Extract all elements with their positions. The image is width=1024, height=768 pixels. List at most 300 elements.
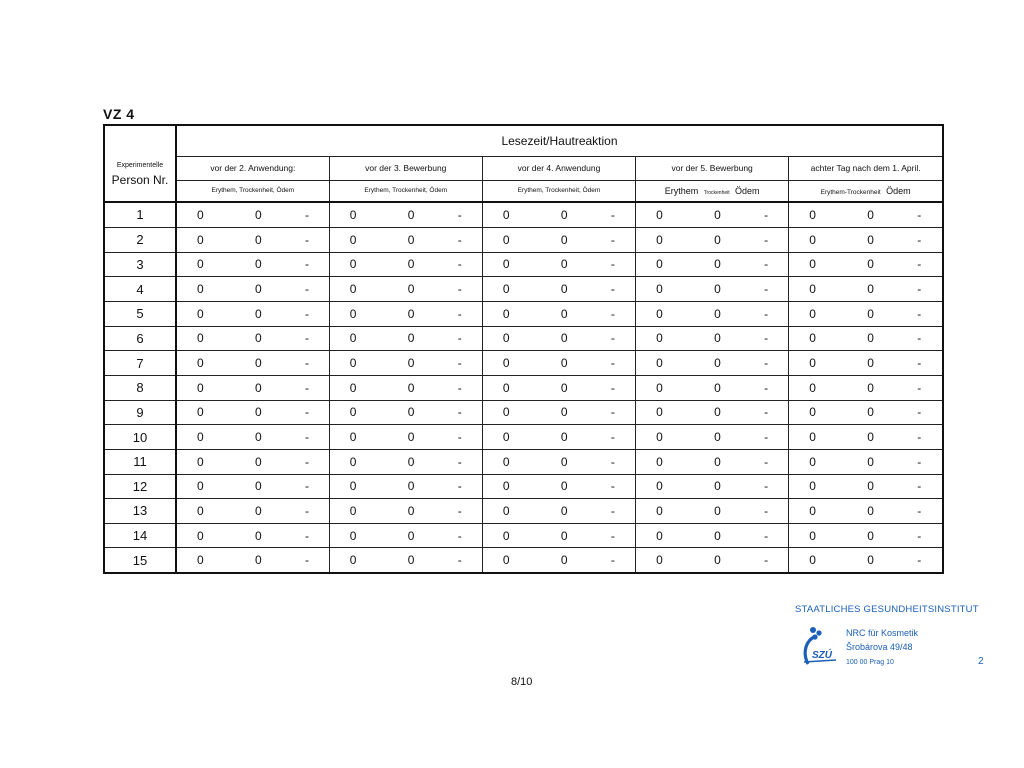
reaction-cell: [176, 277, 329, 302]
odem-value: -: [917, 207, 922, 222]
reaction-cell: [636, 499, 789, 524]
odem-value: -: [917, 331, 922, 346]
odem-value: -: [305, 430, 309, 445]
erythem-value: 0: [809, 380, 816, 395]
corner-number: 2: [978, 656, 984, 667]
erythem-value: 0: [197, 232, 204, 247]
erythem-value: 0: [502, 380, 510, 395]
trockenheit-value: 0: [867, 331, 874, 346]
sub-header-3: Erythem, Trockenheit, Ödem: [482, 180, 635, 202]
erythem-value: 0: [656, 356, 663, 371]
odem-value: -: [917, 503, 922, 518]
logo-text: SZÚ: [812, 650, 832, 661]
erythem-value: 0: [197, 207, 204, 222]
period-header-2: vor der 3. Bewerbung: [329, 156, 482, 180]
odem-value: -: [917, 405, 922, 420]
trockenheit-value: 0: [714, 232, 721, 247]
odem-value: -: [305, 282, 309, 297]
odem-value: -: [457, 528, 462, 543]
trockenheit-value: 0: [255, 380, 262, 395]
odem-value: -: [457, 503, 462, 518]
reaction-cell: [482, 326, 635, 351]
trockenheit-value: 0: [255, 257, 262, 272]
erythem-value: 0: [349, 331, 357, 346]
erythem-value: 0: [197, 553, 204, 568]
reaction-table: [103, 124, 944, 574]
odem-value: -: [764, 405, 769, 420]
odem-value: -: [457, 430, 462, 445]
reaction-cell: [636, 277, 789, 302]
odem-value: -: [764, 479, 769, 494]
erythem-value: 0: [502, 528, 510, 543]
person-number: 12: [105, 474, 176, 499]
reaction-cell: [789, 326, 942, 351]
erythem-value: 0: [809, 207, 816, 222]
odem-value: -: [457, 553, 462, 568]
trockenheit-value: 0: [560, 479, 568, 494]
reaction-grid: [105, 126, 942, 572]
person-number: 7: [105, 351, 176, 376]
reaction-cell: [636, 375, 789, 400]
trockenheit-value: 0: [867, 503, 874, 518]
trockenheit-value: 0: [714, 306, 721, 321]
person-number: 10: [105, 425, 176, 450]
erythem-value: 0: [656, 232, 663, 247]
trockenheit-value: 0: [560, 306, 568, 321]
trockenheit-value: 0: [255, 479, 262, 494]
erythem-value: 0: [656, 503, 663, 518]
odem-value: -: [610, 380, 615, 395]
odem-value: -: [305, 306, 309, 321]
reaction-cell: [636, 425, 789, 450]
odem-value: -: [917, 528, 922, 543]
table-row: [105, 227, 942, 252]
odem-value: -: [305, 479, 309, 494]
trockenheit-value: 0: [867, 306, 874, 321]
reaction-cell: [482, 277, 635, 302]
page-number: 8/10: [511, 676, 533, 688]
trockenheit-value: 0: [867, 479, 874, 494]
trockenheit-value: 0: [560, 331, 568, 346]
person-number: 4: [105, 277, 176, 302]
reaction-cell: [329, 523, 482, 548]
odem-value: -: [457, 207, 462, 222]
erythem-value: 0: [349, 207, 357, 222]
odem-value: -: [764, 528, 769, 543]
trockenheit-value: 0: [714, 207, 721, 222]
reaction-cell: [482, 202, 635, 227]
odem-value: -: [764, 306, 769, 321]
odem-value: -: [764, 282, 769, 297]
trockenheit-value: 0: [560, 356, 568, 371]
reaction-cell: [789, 400, 942, 425]
trockenheit-value: 0: [714, 356, 721, 371]
trockenheit-value: 0: [407, 232, 415, 247]
trockenheit-value: 0: [560, 380, 568, 395]
reaction-cell: [789, 277, 942, 302]
sub-5-left: Erythem-Trockenheit: [820, 188, 881, 196]
odem-value: -: [610, 331, 615, 346]
reaction-cell: [636, 400, 789, 425]
reaction-cell: [482, 252, 635, 277]
erythem-value: 0: [502, 207, 510, 222]
odem-value: -: [610, 257, 615, 272]
reaction-cell: [329, 499, 482, 524]
table-row: [105, 301, 942, 326]
trockenheit-value: 0: [560, 405, 568, 420]
trockenheit-value: 0: [560, 528, 568, 543]
erythem-value: 0: [197, 479, 204, 494]
erythem-value: 0: [656, 479, 663, 494]
trockenheit-value: 0: [407, 479, 415, 494]
odem-value: -: [610, 503, 615, 518]
reaction-cell: [329, 227, 482, 252]
trockenheit-value: 0: [255, 306, 262, 321]
trockenheit-value: 0: [560, 257, 568, 272]
odem-value: -: [610, 479, 615, 494]
sub-header-5: [789, 180, 942, 202]
reaction-cell: [482, 301, 635, 326]
odem-value: -: [305, 207, 309, 222]
person-number: 3: [105, 252, 176, 277]
odem-value: -: [764, 257, 769, 272]
odem-value: -: [764, 430, 769, 445]
trockenheit-value: 0: [714, 454, 721, 469]
reaction-cell: [482, 449, 635, 474]
erythem-value: 0: [656, 207, 663, 222]
trockenheit-value: 0: [407, 207, 415, 222]
erythem-value: 0: [197, 405, 204, 420]
period-header-4: vor der 5. Bewerbung: [636, 156, 789, 180]
form-code: VZ 4: [103, 106, 135, 122]
trockenheit-value: 0: [714, 331, 721, 346]
reaction-cell: [482, 400, 635, 425]
odem-value: -: [457, 257, 462, 272]
odem-value: -: [457, 405, 462, 420]
trockenheit-value: 0: [867, 207, 874, 222]
trockenheit-value: 0: [255, 528, 262, 543]
odem-value: -: [917, 257, 922, 272]
reaction-cell: [176, 301, 329, 326]
odem-value: -: [457, 479, 462, 494]
erythem-value: 0: [197, 454, 204, 469]
odem-value: -: [305, 405, 309, 420]
odem-value: -: [305, 528, 309, 543]
table-body: [105, 202, 942, 572]
reaction-cell: [176, 400, 329, 425]
odem-value: -: [457, 356, 462, 371]
erythem-value: 0: [349, 503, 357, 518]
reaction-cell: [636, 474, 789, 499]
reaction-cell: [482, 351, 635, 376]
reaction-cell: [482, 523, 635, 548]
trockenheit-value: 0: [714, 503, 721, 518]
trockenheit-value: 0: [407, 306, 415, 321]
erythem-value: 0: [656, 430, 663, 445]
trockenheit-value: 0: [867, 356, 874, 371]
table-row: [105, 499, 942, 524]
trockenheit-value: 0: [407, 430, 415, 445]
odem-value: -: [610, 282, 615, 297]
odem-value: -: [305, 380, 309, 395]
sub-header-2: Erythem, Trockenheit, Ödem: [329, 180, 482, 202]
odem-value: -: [457, 331, 462, 346]
table-row: [105, 277, 942, 302]
odem-value: -: [610, 430, 615, 445]
reaction-cell: [482, 425, 635, 450]
erythem-value: 0: [656, 380, 663, 395]
odem-value: -: [764, 503, 769, 518]
sub-4-trockenheit: Trockenheit: [703, 189, 730, 196]
table-row: [105, 375, 942, 400]
reaction-cell: [329, 326, 482, 351]
sub-5-odem: Ödem: [886, 185, 911, 196]
odem-value: -: [305, 503, 309, 518]
odem-value: -: [610, 454, 615, 469]
trockenheit-value: 0: [407, 356, 415, 371]
erythem-value: 0: [349, 479, 357, 494]
odem-value: -: [917, 479, 922, 494]
reaction-cell: [636, 449, 789, 474]
odem-value: -: [610, 356, 615, 371]
reaction-cell: [789, 375, 942, 400]
erythem-value: 0: [809, 306, 816, 321]
odem-value: -: [457, 282, 462, 297]
reaction-cell: [329, 449, 482, 474]
reaction-cell: [329, 425, 482, 450]
person-number: 5: [105, 301, 176, 326]
erythem-value: 0: [349, 454, 357, 469]
odem-value: -: [764, 356, 769, 371]
reaction-cell: [789, 252, 942, 277]
trockenheit-value: 0: [407, 553, 415, 568]
erythem-value: 0: [197, 306, 204, 321]
reaction-cell: [789, 351, 942, 376]
odem-value: -: [305, 356, 309, 371]
table-row: [105, 351, 942, 376]
reaction-cell: [789, 301, 942, 326]
reaction-cell: [176, 425, 329, 450]
reaction-cell: [636, 351, 789, 376]
person-number: 2: [105, 227, 176, 252]
odem-value: -: [764, 207, 769, 222]
erythem-value: 0: [502, 331, 510, 346]
trockenheit-value: 0: [255, 232, 262, 247]
erythem-value: 0: [197, 356, 204, 371]
sub-header-4: [636, 180, 789, 202]
trockenheit-value: 0: [867, 380, 874, 395]
trockenheit-value: 0: [560, 232, 568, 247]
person-number: 15: [105, 548, 176, 572]
odem-value: -: [917, 430, 922, 445]
period-header-5: achter Tag nach dem 1. April.: [789, 156, 942, 180]
trockenheit-value: 0: [714, 282, 721, 297]
stamp-line-2: Šrobárova 49/48: [846, 642, 913, 652]
reaction-cell: [636, 202, 789, 227]
trockenheit-value: 0: [255, 454, 262, 469]
erythem-value: 0: [656, 331, 663, 346]
trockenheit-value: 0: [714, 479, 721, 494]
period-header-3: vor der 4. Anwendung: [482, 156, 635, 180]
reaction-cell: [176, 227, 329, 252]
erythem-value: 0: [349, 257, 357, 272]
institute-name: STAATLICHES GESUNDHEITSINSTITUT: [795, 604, 979, 615]
erythem-value: 0: [197, 282, 204, 297]
odem-value: -: [917, 306, 922, 321]
trockenheit-value: 0: [560, 503, 568, 518]
stamp-line-1: NRC für Kosmetik: [846, 628, 919, 638]
erythem-value: 0: [502, 430, 510, 445]
reaction-cell: [636, 252, 789, 277]
erythem-value: 0: [656, 454, 663, 469]
reaction-cell: [636, 548, 789, 572]
trockenheit-value: 0: [560, 282, 568, 297]
erythem-value: 0: [349, 405, 357, 420]
person-number: 6: [105, 326, 176, 351]
reaction-cell: [329, 400, 482, 425]
table-row: [105, 252, 942, 277]
erythem-value: 0: [197, 503, 204, 518]
erythem-value: 0: [502, 454, 510, 469]
odem-value: -: [610, 553, 615, 568]
trockenheit-value: 0: [714, 553, 721, 568]
reaction-cell: [789, 449, 942, 474]
erythem-value: 0: [197, 331, 204, 346]
reaction-cell: [789, 548, 942, 572]
trockenheit-value: 0: [407, 380, 415, 395]
erythem-value: 0: [809, 430, 816, 445]
erythem-value: 0: [197, 528, 204, 543]
reaction-cell: [482, 227, 635, 252]
trockenheit-value: 0: [407, 257, 415, 272]
odem-value: -: [610, 306, 615, 321]
reaction-cell: [329, 202, 482, 227]
table-row: [105, 523, 942, 548]
person-column-header: [105, 126, 176, 202]
trockenheit-value: 0: [560, 553, 568, 568]
odem-value: -: [917, 454, 922, 469]
erythem-value: 0: [349, 528, 357, 543]
erythem-value: 0: [656, 257, 663, 272]
erythem-value: 0: [809, 503, 816, 518]
erythem-value: 0: [502, 553, 510, 568]
person-number: 13: [105, 499, 176, 524]
reaction-cell: [176, 523, 329, 548]
odem-value: -: [764, 380, 769, 395]
odem-value: -: [305, 331, 309, 346]
trockenheit-value: 0: [867, 454, 874, 469]
trockenheit-value: 0: [867, 430, 874, 445]
person-number: 1: [105, 202, 176, 227]
reaction-cell: [789, 499, 942, 524]
trockenheit-value: 0: [714, 430, 721, 445]
sub-4-erythem: Erythem: [664, 185, 699, 196]
odem-value: -: [917, 232, 922, 247]
trockenheit-value: 0: [407, 454, 415, 469]
reaction-cell: [636, 301, 789, 326]
trockenheit-value: 0: [560, 207, 568, 222]
erythem-value: 0: [197, 380, 204, 395]
trockenheit-value: 0: [867, 257, 874, 272]
reaction-cell: [789, 425, 942, 450]
reaction-cell: [482, 499, 635, 524]
szu-logo-icon: [800, 624, 840, 672]
odem-value: -: [764, 454, 769, 469]
stamp-line-3: 100 00 Prag 10: [846, 659, 894, 666]
erythem-value: 0: [809, 553, 816, 568]
erythem-value: 0: [349, 553, 357, 568]
person-number: 8: [105, 375, 176, 400]
odem-value: -: [917, 553, 922, 568]
trockenheit-value: 0: [867, 553, 874, 568]
trockenheit-value: 0: [714, 380, 721, 395]
table-row: [105, 326, 942, 351]
odem-value: -: [610, 528, 615, 543]
trockenheit-value: 0: [714, 257, 721, 272]
odem-value: -: [305, 257, 309, 272]
erythem-value: 0: [349, 380, 357, 395]
table-title: Lesezeit/Hautreaktion: [176, 126, 942, 156]
reaction-cell: [176, 375, 329, 400]
reaction-cell: [789, 474, 942, 499]
erythem-value: 0: [809, 479, 816, 494]
odem-value: -: [764, 232, 769, 247]
trockenheit-value: 0: [714, 405, 721, 420]
reaction-cell: [636, 227, 789, 252]
reaction-cell: [636, 326, 789, 351]
erythem-value: 0: [656, 528, 663, 543]
reaction-cell: [329, 277, 482, 302]
odem-value: -: [457, 232, 462, 247]
erythem-value: 0: [809, 232, 816, 247]
odem-value: -: [764, 553, 769, 568]
erythem-value: 0: [809, 331, 816, 346]
trockenheit-value: 0: [255, 356, 262, 371]
table-row: [105, 548, 942, 572]
erythem-value: 0: [809, 282, 816, 297]
erythem-value: 0: [197, 430, 204, 445]
trockenheit-value: 0: [407, 405, 415, 420]
erythem-value: 0: [349, 306, 357, 321]
reaction-cell: [176, 548, 329, 572]
trockenheit-value: 0: [255, 405, 262, 420]
odem-value: -: [457, 380, 462, 395]
reaction-cell: [176, 326, 329, 351]
trockenheit-value: 0: [867, 232, 874, 247]
reaction-cell: [329, 351, 482, 376]
odem-value: -: [305, 232, 309, 247]
erythem-value: 0: [809, 257, 816, 272]
erythem-value: 0: [502, 503, 510, 518]
reaction-cell: [176, 351, 329, 376]
trockenheit-value: 0: [560, 454, 568, 469]
table-row: [105, 449, 942, 474]
erythem-value: 0: [349, 282, 357, 297]
odem-value: -: [610, 405, 615, 420]
table-row: [105, 400, 942, 425]
trockenheit-value: 0: [255, 503, 262, 518]
person-number: 14: [105, 523, 176, 548]
trockenheit-value: 0: [867, 405, 874, 420]
erythem-value: 0: [502, 232, 510, 247]
trockenheit-value: 0: [255, 207, 262, 222]
odem-value: -: [917, 282, 922, 297]
trockenheit-value: 0: [255, 282, 262, 297]
erythem-value: 0: [349, 232, 357, 247]
reaction-cell: [789, 227, 942, 252]
trockenheit-value: 0: [560, 430, 568, 445]
odem-value: -: [305, 454, 309, 469]
